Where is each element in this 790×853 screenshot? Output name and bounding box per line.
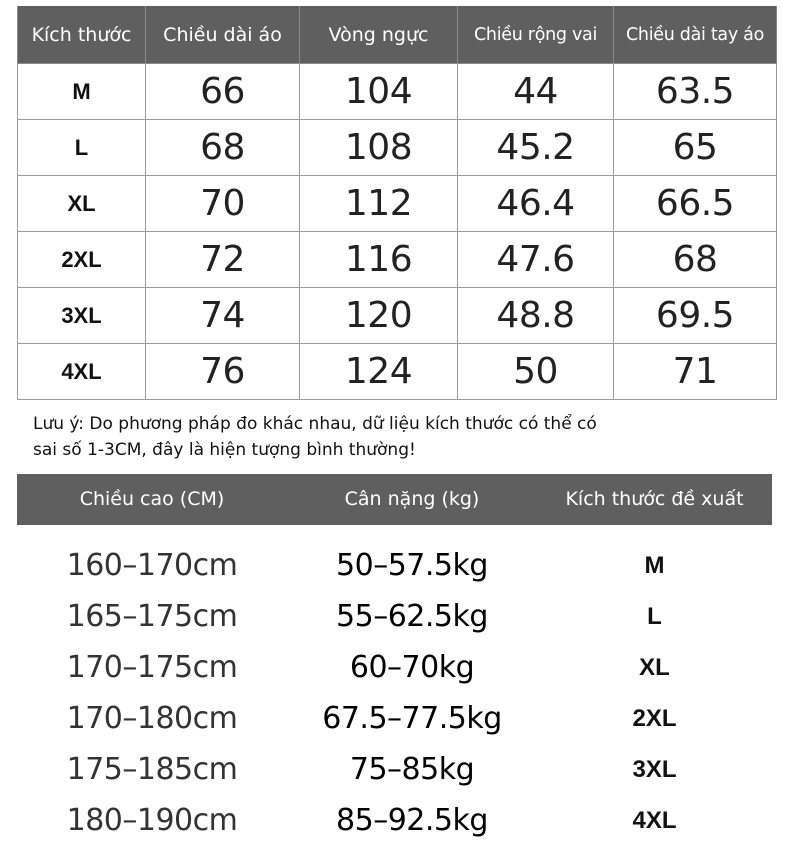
header-weight: Cân nặng (kg)	[344, 488, 480, 510]
chest-cell: 108	[300, 120, 458, 176]
size-chart-header	[18, 6, 777, 64]
shoulder-cell: 45.2	[458, 120, 614, 176]
size-cell: XL	[18, 176, 146, 232]
header-sleeve: Chiều dài tay áo	[614, 6, 777, 64]
note-line: Lưu ý: Do phương pháp đo khác nhau, dữ liệu kích thước có thể có	[33, 414, 597, 434]
weight-range: 85–92.5kg	[336, 803, 488, 838]
size-cell: M	[18, 64, 146, 120]
list-item	[17, 642, 772, 693]
chest-cell: 124	[300, 344, 458, 400]
header-size: Kích thước	[18, 6, 146, 64]
table-row	[18, 120, 777, 176]
size-cell: L	[18, 120, 146, 176]
header-height: Chiều cao (CM)	[79, 488, 225, 510]
height-range: 180–190cm	[66, 803, 238, 838]
list-item	[17, 591, 772, 642]
shoulder-cell: 44	[458, 64, 614, 120]
size-chart-table	[17, 6, 777, 400]
weight-range: 67.5–77.5kg	[322, 701, 502, 736]
height-range: 160–170cm	[66, 548, 238, 583]
list-item	[17, 540, 772, 591]
length-cell: 72	[146, 232, 300, 288]
recommendation-table	[17, 540, 772, 846]
height-range: 165–175cm	[66, 599, 238, 634]
shoulder-cell: 50	[458, 344, 614, 400]
header-length: Chiều dài áo	[146, 6, 300, 64]
sleeve-cell: 68	[614, 232, 777, 288]
recommended-size: 3XL	[632, 756, 677, 783]
shoulder-cell: 48.8	[458, 288, 614, 344]
length-cell: 68	[146, 120, 300, 176]
recommendation-header	[17, 474, 772, 525]
recommended-size: 4XL	[632, 807, 677, 834]
sleeve-cell: 69.5	[614, 288, 777, 344]
length-cell: 76	[146, 344, 300, 400]
sleeve-cell: 71	[614, 344, 777, 400]
sleeve-cell: 65	[614, 120, 777, 176]
length-cell: 66	[146, 64, 300, 120]
sleeve-cell: 63.5	[614, 64, 777, 120]
weight-range: 50–57.5kg	[336, 548, 488, 583]
chest-cell: 120	[300, 288, 458, 344]
size-cell: 2XL	[18, 232, 146, 288]
sleeve-cell: 66.5	[614, 176, 777, 232]
length-cell: 70	[146, 176, 300, 232]
shoulder-cell: 47.6	[458, 232, 614, 288]
header-shoulder: Chiều rộng vai	[458, 6, 614, 64]
recommended-size: M	[644, 552, 665, 579]
size-cell: 3XL	[18, 288, 146, 344]
header-chest: Vòng ngực	[300, 6, 458, 64]
size-cell: 4XL	[18, 344, 146, 400]
weight-range: 75–85kg	[349, 752, 475, 787]
chest-cell: 104	[300, 64, 458, 120]
note-line: sai số 1-3CM, đây là hiện tượng bình thường!	[33, 440, 416, 460]
table-row	[18, 288, 777, 344]
weight-range: 55–62.5kg	[336, 599, 488, 634]
table-row	[18, 64, 777, 120]
length-cell: 74	[146, 288, 300, 344]
measurement-note	[33, 411, 773, 463]
recommended-size: XL	[639, 654, 670, 681]
weight-range: 60–70kg	[349, 650, 475, 685]
table-row	[18, 344, 777, 400]
height-range: 170–180cm	[66, 701, 238, 736]
recommended-size: L	[647, 603, 662, 630]
header-recommended-size: Kích thước đề xuất	[565, 488, 744, 510]
list-item	[17, 795, 772, 846]
table-row	[18, 176, 777, 232]
chest-cell: 112	[300, 176, 458, 232]
recommended-size: 2XL	[632, 705, 677, 732]
shoulder-cell: 46.4	[458, 176, 614, 232]
height-range: 170–175cm	[66, 650, 238, 685]
table-row	[18, 232, 777, 288]
height-range: 175–185cm	[66, 752, 238, 787]
list-item	[17, 744, 772, 795]
list-item	[17, 693, 772, 744]
chest-cell: 116	[300, 232, 458, 288]
